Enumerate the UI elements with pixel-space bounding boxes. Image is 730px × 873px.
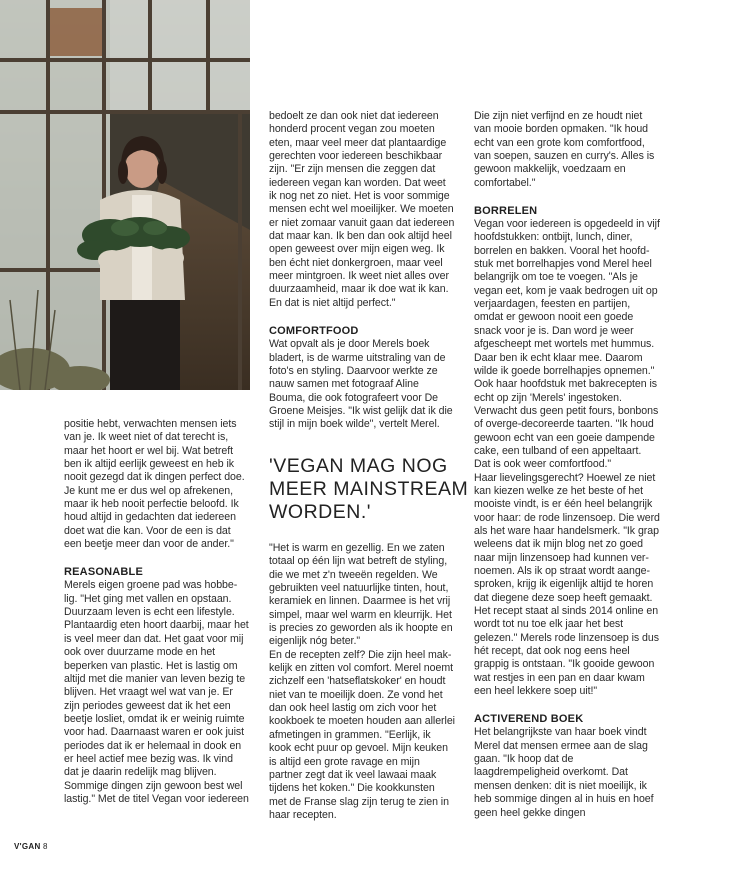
body-paragraph: Wat opvalt als je door Merels boek bladert, is de warme uitstraling van de foto's en styling. Daarvoor werkte ze nauw samen met fotograaf Aline Bouma, die ook fotografeert voor De Groene Meisjes. "Ik wist gelijk dat ik die stijl in mijn boek wilde", vertelt Merel. (269, 338, 453, 431)
greenhouse-photo (0, 0, 250, 390)
body-paragraph: "Het is warm en gezellig. En we zaten totaal op één lijn wat betreft de styling, die we met z'n tweeën regelden. We gebruikten veel natuurlijke tinten, hout, keramiek en linnen. Daarmee is het vrij simpel, maar wel warm en kleurrijk. Het is precies zo geworden als ik hoopte en eigenlijk nóg beter." (269, 542, 453, 648)
column-1 (64, 418, 250, 806)
body-paragraph: positie hebt, verwachten mensen iets van je. Ik weet niet of dat terecht is, maar het hoort er wel bij. Wat betreft ben ik altijd eerlijk geweest en heb ik nooit gezegd dat ik dingen perfect doe. Je kunt me er dus wel op afrekenen, maar ik heb nooit perfectie beloofd. Ik houd altijd in gedachten dat iedereen doet wat die kan. Voor de een is dat een beetje meer dan voor de ander." (64, 418, 245, 551)
column-2-lower (269, 542, 455, 822)
pull-quote: 'VEGAN MAG NOG MEER MAINSTREAM WORDEN.' (269, 455, 469, 523)
body-paragraph: Het belangrijkste van haar boek vindt Merel dat mensen ermee aan de slag gaan. "Ik hoop dat de laagdrempeligheid overkomt. Dat mensen denken: dit is niet moeilijk, ik heb sommige dingen al in huis en hoef geen heel gekke dingen (474, 726, 654, 819)
body-paragraph: Haar lievelingsgerecht? Hoewel ze niet kan kiezen welke ze het beste of het mooiste vindt, is er één heel belangrijk voor haar: de rode linzensoep. Die werd als het ware haar handelsmerk. "Ik grap weleens dat ik mijn blog net zo goed naar mijn linzensoep had kunnen ver-noemen. Als ik op straat wordt aange-sproken, krijg ik eigenlijk altijd te horen dat diegene deze soep heeft gemaakt. Het recept staat al sinds 2014 online en wordt tot nu toe elk jaar het best gelezen." Merels rode linzensoep is dus hét recept, dat ook nog eens heel grappig is ontstaan. "Ik gooide gewoon wat restjes in een pan en daar kwam een heel lekkere soep uit!" (474, 471, 660, 698)
body-paragraph: Vegan voor iedereen is opgedeeld in vijf hoofdstukken: ontbijt, lunch, diner, borrelen en bakken. Vooral het hoofd-stuk met borrelhapjes vond Merel heel belangrijk om toe te voegen. "Als je vegan eet, kom je vaak bedrogen uit op verjaardagen, feesten en partijen, omdat er gewoon nooit een goede snack voor je is. Dan word je weer afgescheept met wortels met hummus. Daar ben ik echt klaar mee. Daarom wilde ik goede borrelhapjes opnemen." Ook haar hoofdstuk met bakrecepten is echt op zijn 'Merels' ingestoken. Verwacht dus geen petit fours, bonbons of overge-decoreerde taarten. "Ik houd gewoon echt van een goeie dampende cake, een tulband of een appeltaart. Dat is ook weer comfortfood." (474, 218, 660, 471)
page-number: 8 (43, 842, 48, 851)
magazine-brand: V'GAN (14, 842, 41, 851)
section-heading-borrelen: BORRELEN (474, 205, 538, 218)
page-footer (14, 842, 48, 851)
body-paragraph: Die zijn niet verfijnd en ze houdt niet van mooie borden opmaken. "Ik houd echt van een grote kom comfortfood, van soepen, sauzen en curry's. Alles is gewoon makkelijk, voedzaam en comfortabel." (474, 110, 655, 189)
section-heading-activerend-boek: ACTIVEREND BOEK (474, 713, 584, 726)
body-paragraph: Merels eigen groene pad was hobbe-lig. "Het ging met vallen en opstaan. Duurzaam leven is echt een lifestyle. Plantaardig eten hoort daarbij, maar het is veel meer dan dat. Het gaat voor mij ook over duurzame mode en het beperken van plastic. Het is lastig om altijd met die manier van leven bezig te blijven. Het vraagt wel wat van je. Er zijn periodes geweest dat ik het een beetje losliet, omdat ik er weinig ruimte voor had. Daarnaast waren er ook juist periodes dat ik er helemaal in dook en er heel actief mee bezig was. Ik vind dat je daarin redelijk mag blijven. Sommige dingen zijn gewoon best wel lastig." Met de titel Vegan voor iedereen (64, 579, 249, 805)
section-heading-reasonable: REASONABLE (64, 566, 144, 579)
body-paragraph: bedoelt ze dan ook niet dat iedereen honderd procent vegan zou moeten eten, maar veel meer dat plantaardige gerechten voor iedereen beschikbaar zijn. "Er zijn mensen die zeggen dat iedereen vegan kan worden. Dat weet ik nog net zo niet. Het is voor sommige mensen echt wel moeilijker. We moeten er niet zomaar vanuit gaan dat iedereen dat maar kan. Ik ben dan ook altijd heel open geweest over mijn eigen weg. Ik ben écht niet donkergroen, maar veel meer mintgroen. Ik weet niet alles over duurzaamheid, maar ik doe wat ik kan. En dat is niet altijd perfect." (269, 110, 455, 309)
column-3 (474, 110, 660, 820)
column-2 (269, 110, 455, 432)
body-paragraph: En de recepten zelf? Die zijn heel mak-kelijk en zitten vol comfort. Merel noemt zichzelf een 'hatseflatskoker' en houdt niet van te moeilijk doen. Ze vond het dan ook heel lastig om zich voor het kookboek te moeten houden aan allerlei afmetingen in grammen. "Eerlijk, ik kook echt puur op gevoel. Mijn keuken is altijd een grote ravage en mijn partner zegt dat ik veel lawaai maak tijdens het koken." Die kookkunsten met de Franse slag zijn terug te zien in haar recepten. (269, 648, 455, 821)
section-heading-comfortfood: COMFORTFOOD (269, 325, 359, 338)
